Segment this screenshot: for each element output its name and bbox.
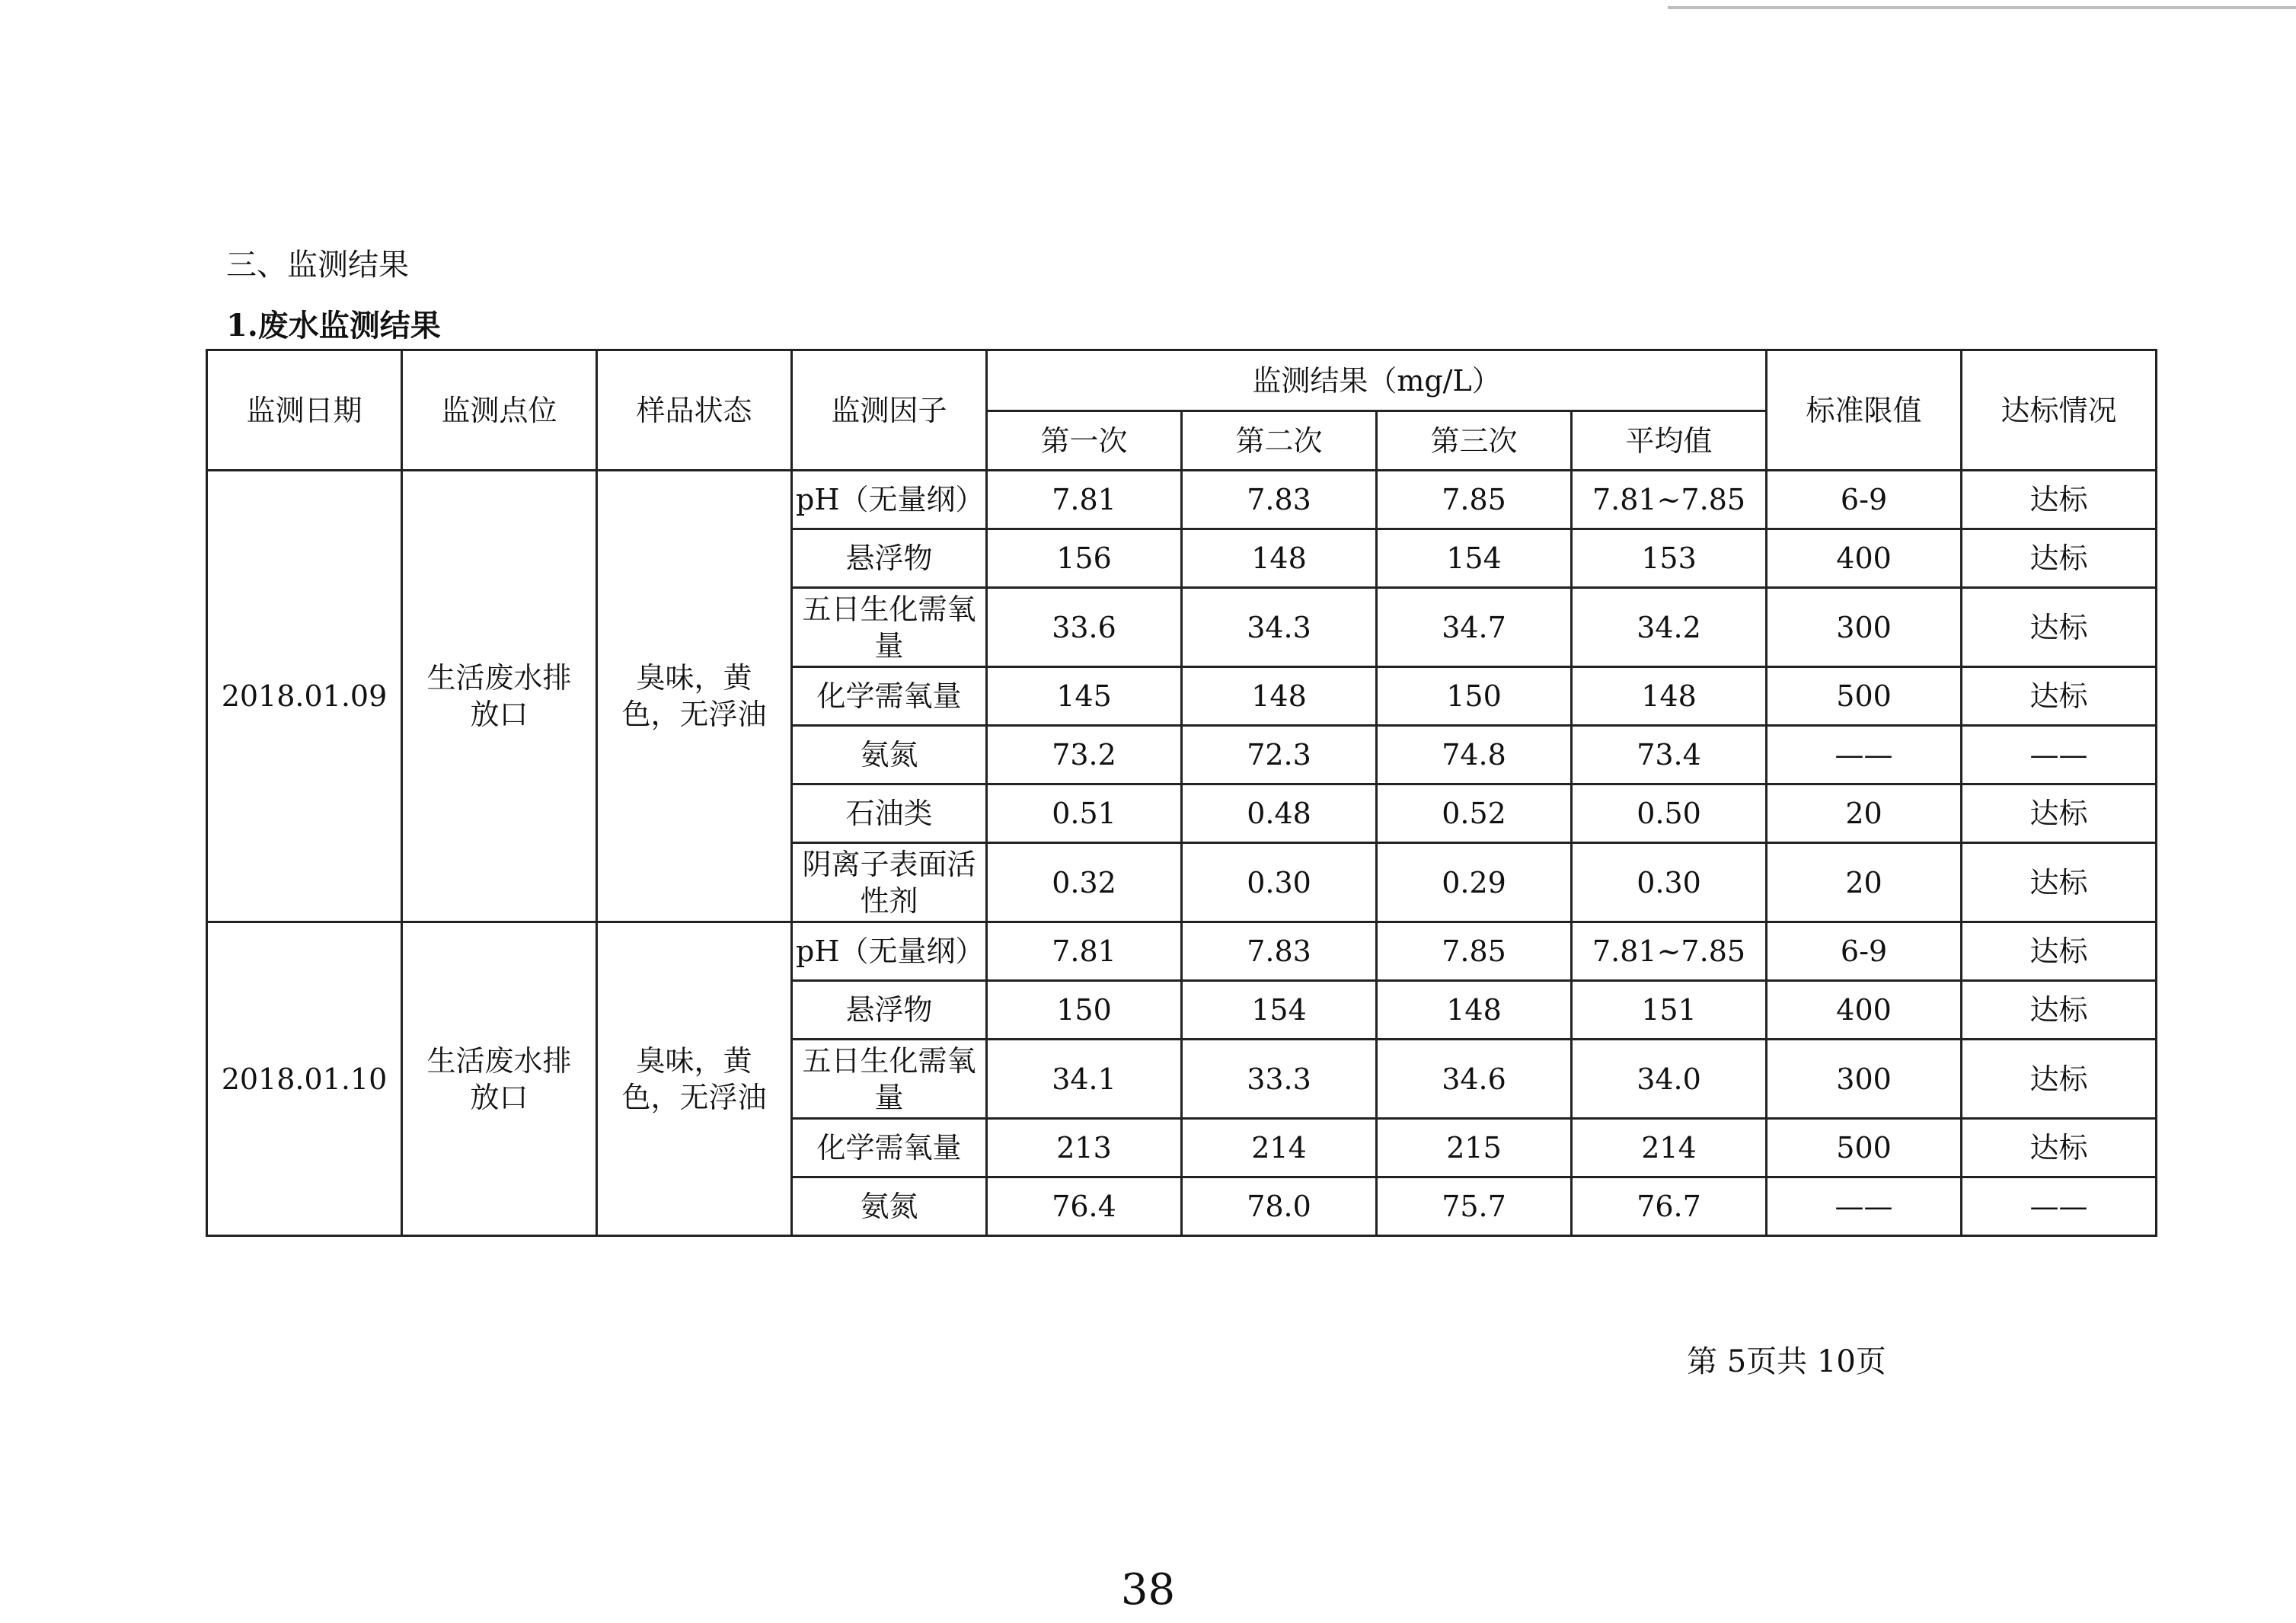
cell-limit: 400 [1767,529,1962,588]
cell-third: 34.6 [1377,1040,1572,1119]
cell-second: 214 [1182,1119,1377,1177]
factor-text: 五日生化需氧量 [802,592,976,663]
cell-factor: 化学需氧量 [792,1119,987,1177]
cell-limit: 500 [1767,1119,1962,1177]
cell-average: 34.2 [1572,588,1767,667]
cell-first: 150 [987,981,1182,1040]
scan-top-line [1668,6,2296,9]
header-third: 第三次 [1377,411,1572,471]
cell-third: 154 [1377,529,1572,588]
cell-average: 148 [1572,667,1767,726]
sub-title: 1.废水监测结果 [226,308,441,343]
cell-average: 0.50 [1572,784,1767,843]
cell-limit: 300 [1767,588,1962,667]
cell-factor [792,588,987,667]
table-row [207,922,2157,981]
cell-limit: —— [1767,1177,1962,1236]
cell-factor: 悬浮物 [792,981,987,1040]
cell-factor [792,843,987,922]
cell-location [402,471,597,922]
cell-first: 73.2 [987,726,1182,784]
cell-average: 76.7 [1572,1177,1767,1236]
cell-limit: 20 [1767,784,1962,843]
cell-average: 34.0 [1572,1040,1767,1119]
cell-limit: 20 [1767,843,1962,922]
cell-limit: —— [1767,726,1962,784]
header-first: 第一次 [987,411,1182,471]
cell-third: 7.85 [1377,471,1572,529]
cell-third: 74.8 [1377,726,1572,784]
cell-status: 达标 [1962,843,2157,922]
header-limit: 标准限值 [1767,350,1962,471]
cell-third: 148 [1377,981,1572,1040]
table-header [207,350,2157,471]
cell-first: 33.6 [987,588,1182,667]
cell-average: 7.81~7.85 [1572,471,1767,529]
cell-limit: 6-9 [1767,471,1962,529]
header-status: 达标情况 [1962,350,2157,471]
cell-average: 153 [1572,529,1767,588]
cell-first: 145 [987,667,1182,726]
cell-factor: 悬浮物 [792,529,987,588]
cell-first: 7.81 [987,471,1182,529]
cell-second: 148 [1182,667,1377,726]
header-date: 监测日期 [207,350,402,471]
cell-limit: 400 [1767,981,1962,1040]
cell-second: 0.48 [1182,784,1377,843]
cell-status: 达标 [1962,471,2157,529]
page-footer: 第 5页共 10页 [1687,1344,1886,1379]
header-second: 第二次 [1182,411,1377,471]
header-results-group: 监测结果（mg/L） [987,350,1767,411]
header-state: 样品状态 [597,350,792,471]
cell-third: 215 [1377,1119,1572,1177]
cell-status: 达标 [1962,1119,2157,1177]
cell-first: 0.32 [987,843,1182,922]
cell-second: 7.83 [1182,922,1377,981]
cell-third: 34.7 [1377,588,1572,667]
cell-factor: 化学需氧量 [792,667,987,726]
cell-second: 72.3 [1182,726,1377,784]
cell-average: 7.81~7.85 [1572,922,1767,981]
state-text: 臭味，黄色，无浮油 [621,1043,767,1114]
cell-factor: pH（无量纲） [792,471,987,529]
cell-status: —— [1962,726,2157,784]
cell-first: 76.4 [987,1177,1182,1236]
cell-third: 75.7 [1377,1177,1572,1236]
cell-factor: pH（无量纲） [792,922,987,981]
table-row [207,471,2157,529]
cell-first: 213 [987,1119,1182,1177]
cell-limit: 500 [1767,667,1962,726]
cell-second: 7.83 [1182,471,1377,529]
cell-average: 214 [1572,1119,1767,1177]
cell-third: 150 [1377,667,1572,726]
cell-state [597,922,792,1236]
cell-status: 达标 [1962,529,2157,588]
wastewater-results-table [206,349,2157,1237]
cell-date: 2018.01.09 [207,471,402,922]
cell-average: 151 [1572,981,1767,1040]
section-title: 三、监测结果 [226,248,409,283]
cell-status: 达标 [1962,922,2157,981]
cell-first: 34.1 [987,1040,1182,1119]
factor-text: 阴离子表面活性剂 [802,847,976,918]
header-factor: 监测因子 [792,350,987,471]
cell-second: 33.3 [1182,1040,1377,1119]
cell-second: 154 [1182,981,1377,1040]
state-text: 臭味，黄色，无浮油 [621,661,767,731]
table-body [207,471,2157,1236]
cell-status: —— [1962,1177,2157,1236]
factor-text: 五日生化需氧量 [802,1043,976,1114]
header-location: 监测点位 [402,350,597,471]
header-average: 平均值 [1572,411,1767,471]
cell-first: 7.81 [987,922,1182,981]
cell-factor: 氨氮 [792,1177,987,1236]
cell-second: 34.3 [1182,588,1377,667]
cell-average: 0.30 [1572,843,1767,922]
cell-factor [792,1040,987,1119]
page-number: 38 [1120,1565,1176,1615]
cell-status: 达标 [1962,667,2157,726]
cell-second: 0.30 [1182,843,1377,922]
cell-status: 达标 [1962,784,2157,843]
cell-limit: 6-9 [1767,922,1962,981]
cell-third: 7.85 [1377,922,1572,981]
cell-third: 0.29 [1377,843,1572,922]
cell-first: 156 [987,529,1182,588]
cell-location [402,922,597,1236]
cell-factor: 石油类 [792,784,987,843]
cell-status: 达标 [1962,981,2157,1040]
cell-limit: 300 [1767,1040,1962,1119]
cell-state [597,471,792,922]
cell-status: 达标 [1962,1040,2157,1119]
location-text: 生活废水排放口 [426,1043,572,1114]
cell-first: 0.51 [987,784,1182,843]
cell-second: 148 [1182,529,1377,588]
cell-third: 0.52 [1377,784,1572,843]
cell-factor: 氨氮 [792,726,987,784]
cell-date: 2018.01.10 [207,922,402,1236]
cell-average: 73.4 [1572,726,1767,784]
location-text: 生活废水排放口 [426,661,572,731]
cell-status: 达标 [1962,588,2157,667]
cell-second: 78.0 [1182,1177,1377,1236]
